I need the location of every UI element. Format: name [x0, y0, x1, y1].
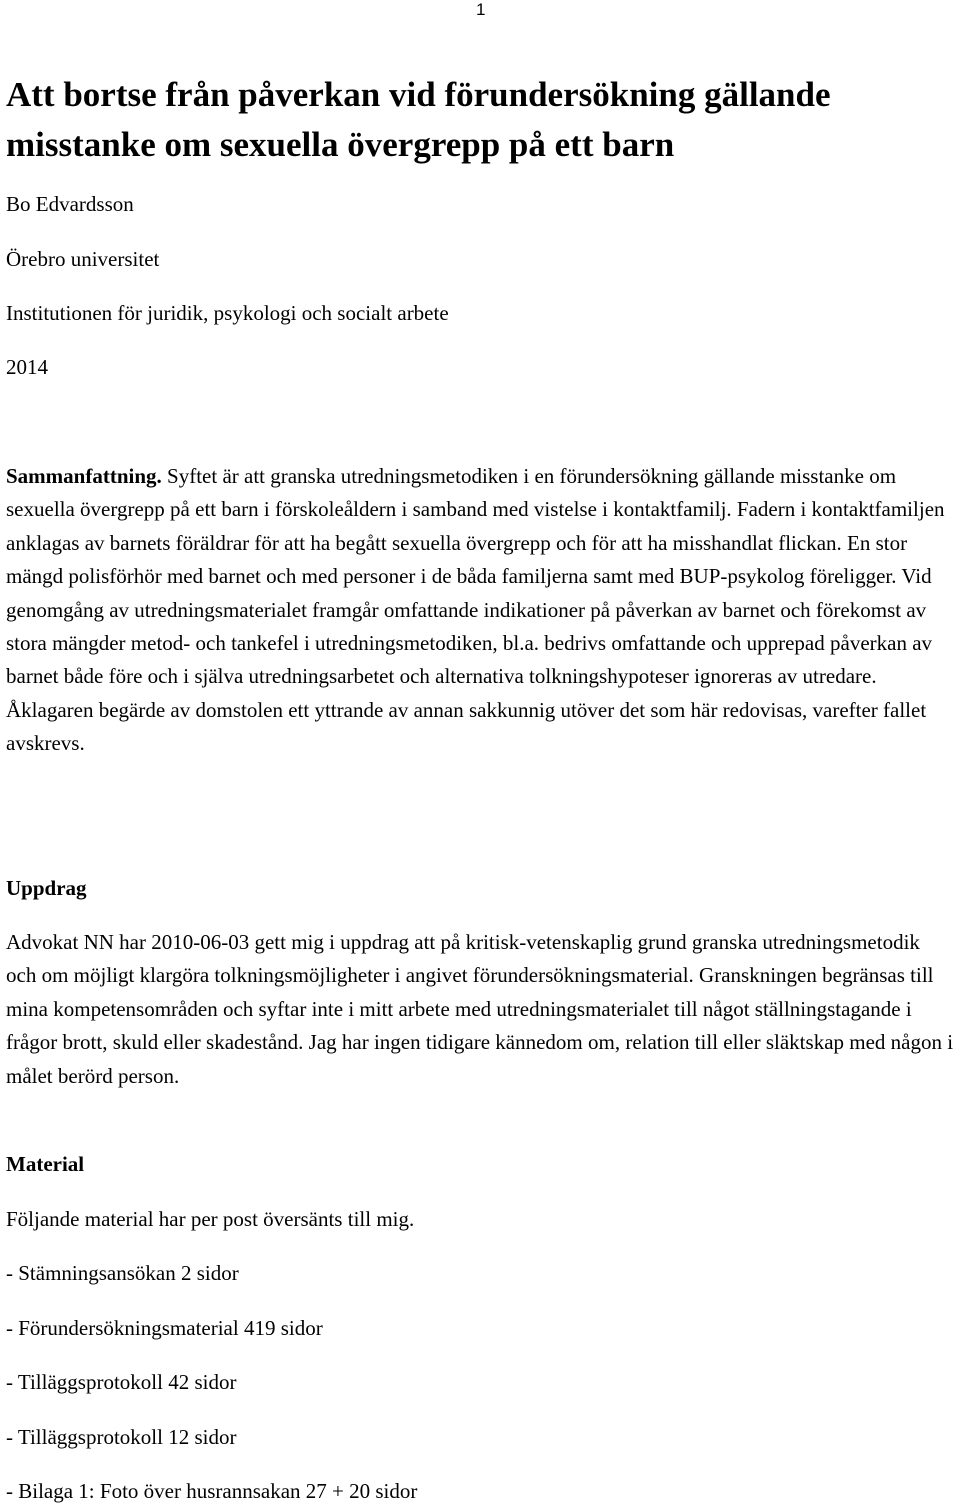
author-name: Bo Edvardsson [6, 192, 134, 216]
material-heading: Material [6, 1152, 85, 1176]
document-title: Att bortse från påverkan vid förundersökning gällande misstanke om sexuella övergrepp på ett barn [6, 75, 831, 164]
abstract-paragraph [6, 460, 954, 761]
material-list-item: - Stämningsansökan 2 sidor [6, 1261, 239, 1285]
material-list-item: - Tilläggsprotokoll 42 sidor [6, 1370, 237, 1394]
abstract-label: Sammanfattning. [6, 464, 162, 488]
uppdrag-heading: Uppdrag [6, 876, 87, 900]
page-number: 1 [476, 0, 486, 19]
university-name: Örebro universitet [6, 247, 160, 271]
material-list-item: - Förundersökningsmaterial 419 sidor [6, 1316, 323, 1340]
publication-year: 2014 [6, 355, 48, 379]
abstract-text: Syftet är att granska utredningsmetodiken i en förundersökning gällande misstanke om sexuella övergrepp på ett barn i förskoleåldern i samband med vistelse i kontaktfamilj. Fadern i kontaktfamiljen anklagas av barnets föräldrar för att ha begått sexuella övergrepp och för att ha misshandlat flickan. En stor mängd polisförhör med barnet och med personer i de båda familjerna samt med BUP-psykolog föreligger. Vid genomgång av utredningsmaterialet framgår omfattande indikationer på påverkan av barnet och förekomst av stora mängder metod- och tankefel i utredningsmetodiken, bl.a. bedrivs omfattande och upprepad påverkan av barnet både före och i själva utredningsarbetet och alternativa tolkningshypoteser ignoreras av utredare. Åklagaren begärde av domstolen ett yttrande av annan sakkunnig utöver det som här redovisas, varefter fallet avskrevs. [6, 464, 945, 756]
material-list-item: - Bilaga 1: Foto över husrannsakan 27 + 20 sidor [6, 1479, 418, 1503]
department-name: Institutionen för juridik, psykologi och socialt arbete [6, 301, 449, 325]
uppdrag-paragraph: Advokat NN har 2010-06-03 gett mig i uppdrag att på kritisk-vetenskaplig grund granska utredningsmetodik och om möjligt klargöra tolkningsmöjligheter i angivet förundersökningsmaterial. Granskningen begränsas till mina kompetensområden och syftar inte i mitt arbete med utredningsmaterialet till något ställningstagande i frågor brott, skuld eller skadestånd. Jag har ingen tidigare kännedom om, relation till eller släktskap med någon i målet berörd person. [6, 930, 954, 1088]
material-intro: Följande material har per post översänts till mig. [6, 1207, 415, 1231]
material-list-item: - Tilläggsprotokoll 12 sidor [6, 1425, 237, 1449]
